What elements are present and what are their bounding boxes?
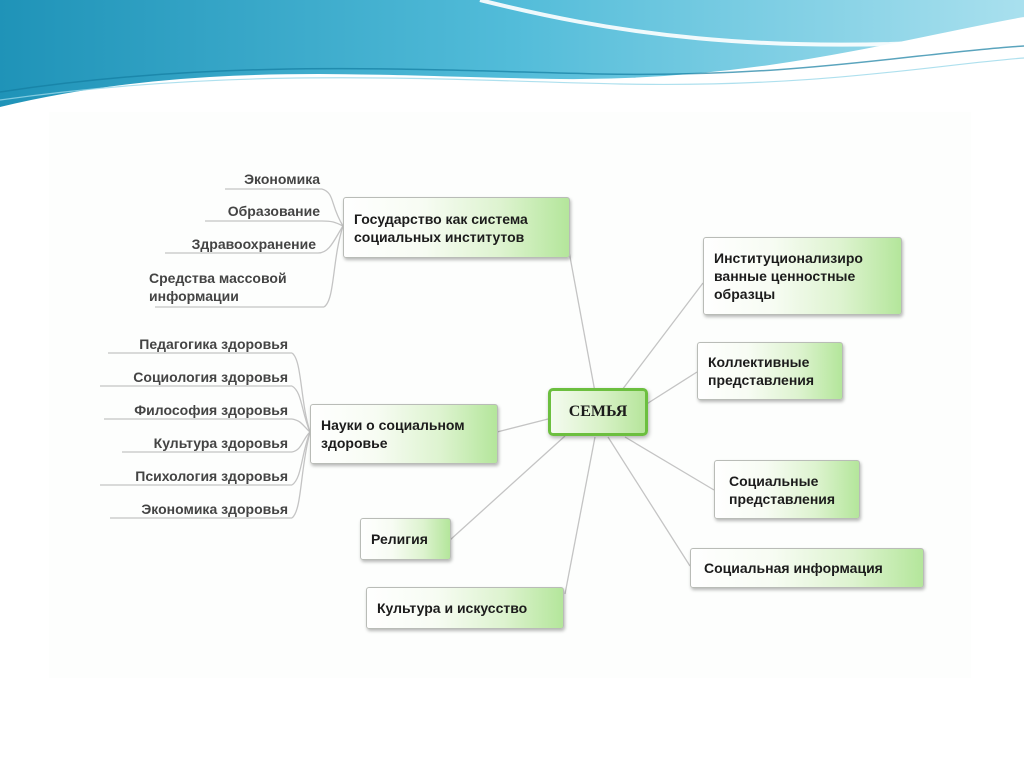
node-social-information[interactable] — [690, 548, 924, 588]
node-social-repr-label: Социальные представления — [729, 472, 836, 507]
leaf-education[interactable]: Образование — [227, 203, 320, 219]
connector-center-collective — [645, 372, 697, 405]
connector-center-state — [568, 246, 595, 392]
node-state-institutions[interactable] — [343, 197, 570, 258]
sciences-children-group — [60, 0, 288, 767]
leaf-economy[interactable]: Экономика — [244, 171, 320, 187]
connector-center-values — [622, 283, 703, 390]
node-sciences-label: Науки о социальном здоровье — [321, 417, 465, 451]
connector-center-social-info — [608, 437, 690, 566]
center-node-label: СЕМЬЯ — [568, 403, 628, 420]
leaf-health-philosophy[interactable]: Философия здоровья — [134, 402, 288, 418]
node-culture-art-label: Культура и искусство — [377, 600, 528, 616]
connector-center-social-repr — [625, 437, 714, 490]
leaf-health-psychology[interactable]: Психология здоровья — [135, 468, 288, 484]
connector-center-sciences — [497, 418, 552, 432]
node-social-health-sciences[interactable] — [310, 404, 498, 464]
node-culture-art[interactable] — [366, 587, 564, 629]
leaf-mass-media[interactable]: Средства массовой информации — [149, 270, 287, 304]
leaf-healthcare[interactable]: Здравоохранение — [191, 236, 316, 252]
node-institutional-values[interactable] — [703, 237, 902, 315]
node-social-representations[interactable] — [714, 460, 860, 519]
node-religion[interactable] — [360, 518, 451, 560]
connector-center-culture — [565, 437, 595, 594]
node-religion-label: Религия — [371, 531, 428, 547]
node-state-label: Государство как система социальных институтов — [354, 210, 528, 245]
leaf-health-pedagogy[interactable]: Педагогика здоровья — [139, 336, 288, 352]
connector-state-media — [324, 226, 343, 307]
node-values-label: Институционализиро ванные ценностные образцы — [714, 250, 863, 302]
node-social-info-label: Социальная информация — [704, 560, 883, 576]
leaf-health-sociology[interactable]: Социология здоровья — [133, 369, 288, 385]
leaf-health-economics[interactable]: Экономика здоровья — [141, 501, 288, 517]
center-node-family[interactable] — [548, 388, 648, 436]
node-collective-label: Коллективные представления — [708, 354, 815, 388]
leaf-health-culture[interactable]: Культура здоровья — [153, 435, 288, 451]
node-collective-representations[interactable] — [697, 342, 843, 400]
